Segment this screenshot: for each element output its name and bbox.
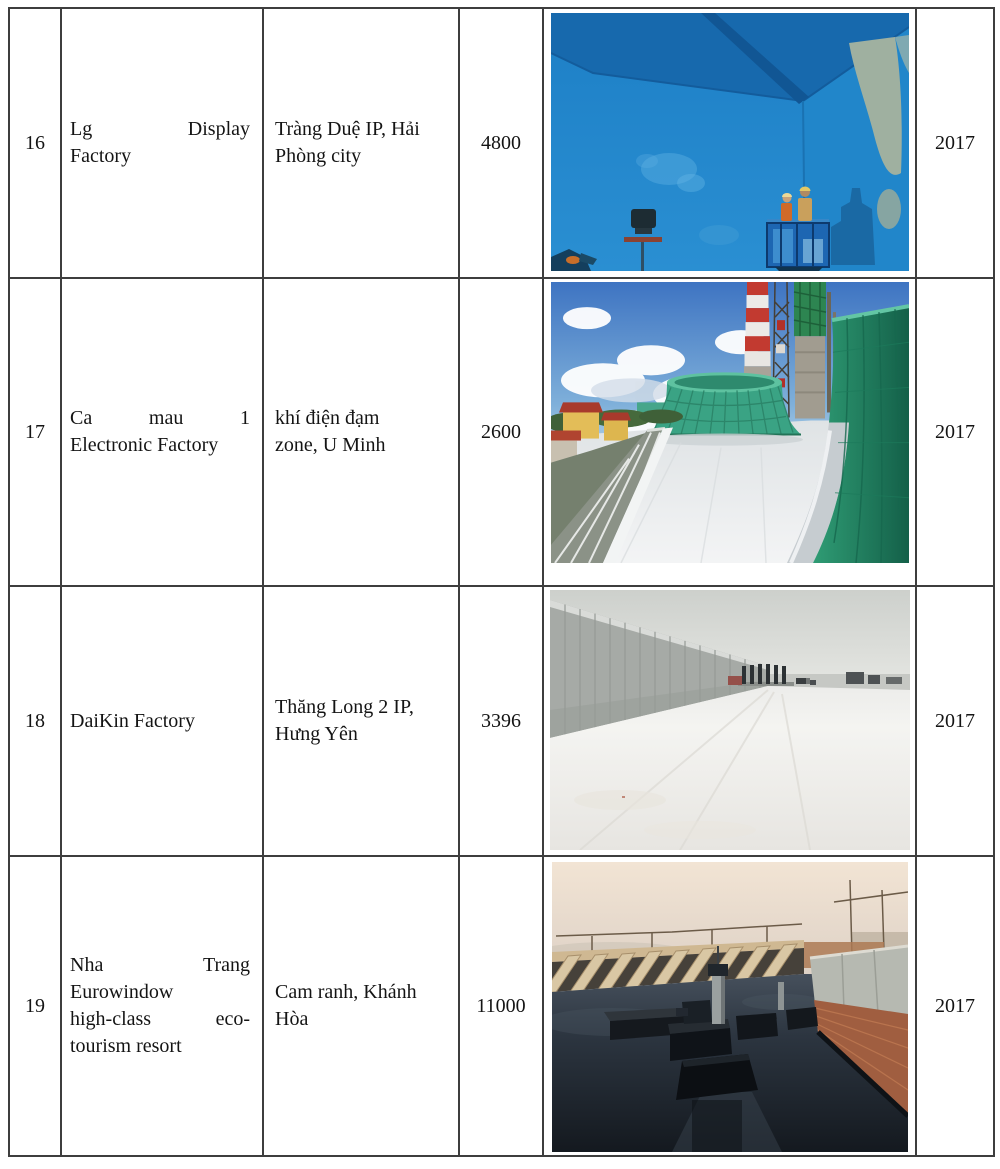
- project-row-19: [9, 856, 994, 1156]
- row-19-photo-cell: [543, 856, 916, 1156]
- row-19-project-name: Nha Trang Eurowindow high-class eco- tourism resort: [61, 856, 263, 1156]
- project-row-18: [9, 586, 994, 856]
- row-16-number: 16: [9, 8, 61, 278]
- row-16-area: 4800: [459, 8, 543, 278]
- row-17-location: khí điện đạm zone, U Minh: [263, 278, 459, 586]
- row-19-area: 11000: [459, 856, 543, 1156]
- row-17-number: 17: [9, 278, 61, 586]
- row-17-year: 2017: [916, 278, 994, 586]
- row-17-area: 2600: [459, 278, 543, 586]
- row-18-area: 3396: [459, 586, 543, 856]
- row-19-number: 19: [9, 856, 61, 1156]
- row-18-photo-cell: [543, 586, 916, 856]
- row-18-location: Thăng Long 2 IP, Hưng Yên: [263, 586, 459, 856]
- project-row-16: [9, 8, 994, 278]
- project-row-17: [9, 278, 994, 586]
- row-16-year: 2017: [916, 8, 994, 278]
- row-19-year: 2017: [916, 856, 994, 1156]
- row-16-photo-cell: [543, 8, 916, 278]
- row-18-year: 2017: [916, 586, 994, 856]
- row-19-location: Cam ranh, Khánh Hòa: [263, 856, 459, 1156]
- row-16-project-name: Lg Display Factory: [61, 8, 263, 278]
- row-18-project-photo: [550, 590, 910, 850]
- row-19-project-photo: [552, 862, 908, 1152]
- row-17-project-photo: [551, 282, 909, 563]
- row-17-project-name: Ca mau 1 Electronic Factory: [61, 278, 263, 586]
- row-17-photo-cell: [543, 278, 916, 586]
- row-18-number: 18: [9, 586, 61, 856]
- row-16-project-photo: [551, 13, 909, 271]
- row-18-project-name: DaiKin Factory: [61, 586, 263, 856]
- row-16-location: Tràng Duệ IP, Hải Phòng city: [263, 8, 459, 278]
- projects-table: [8, 7, 995, 1157]
